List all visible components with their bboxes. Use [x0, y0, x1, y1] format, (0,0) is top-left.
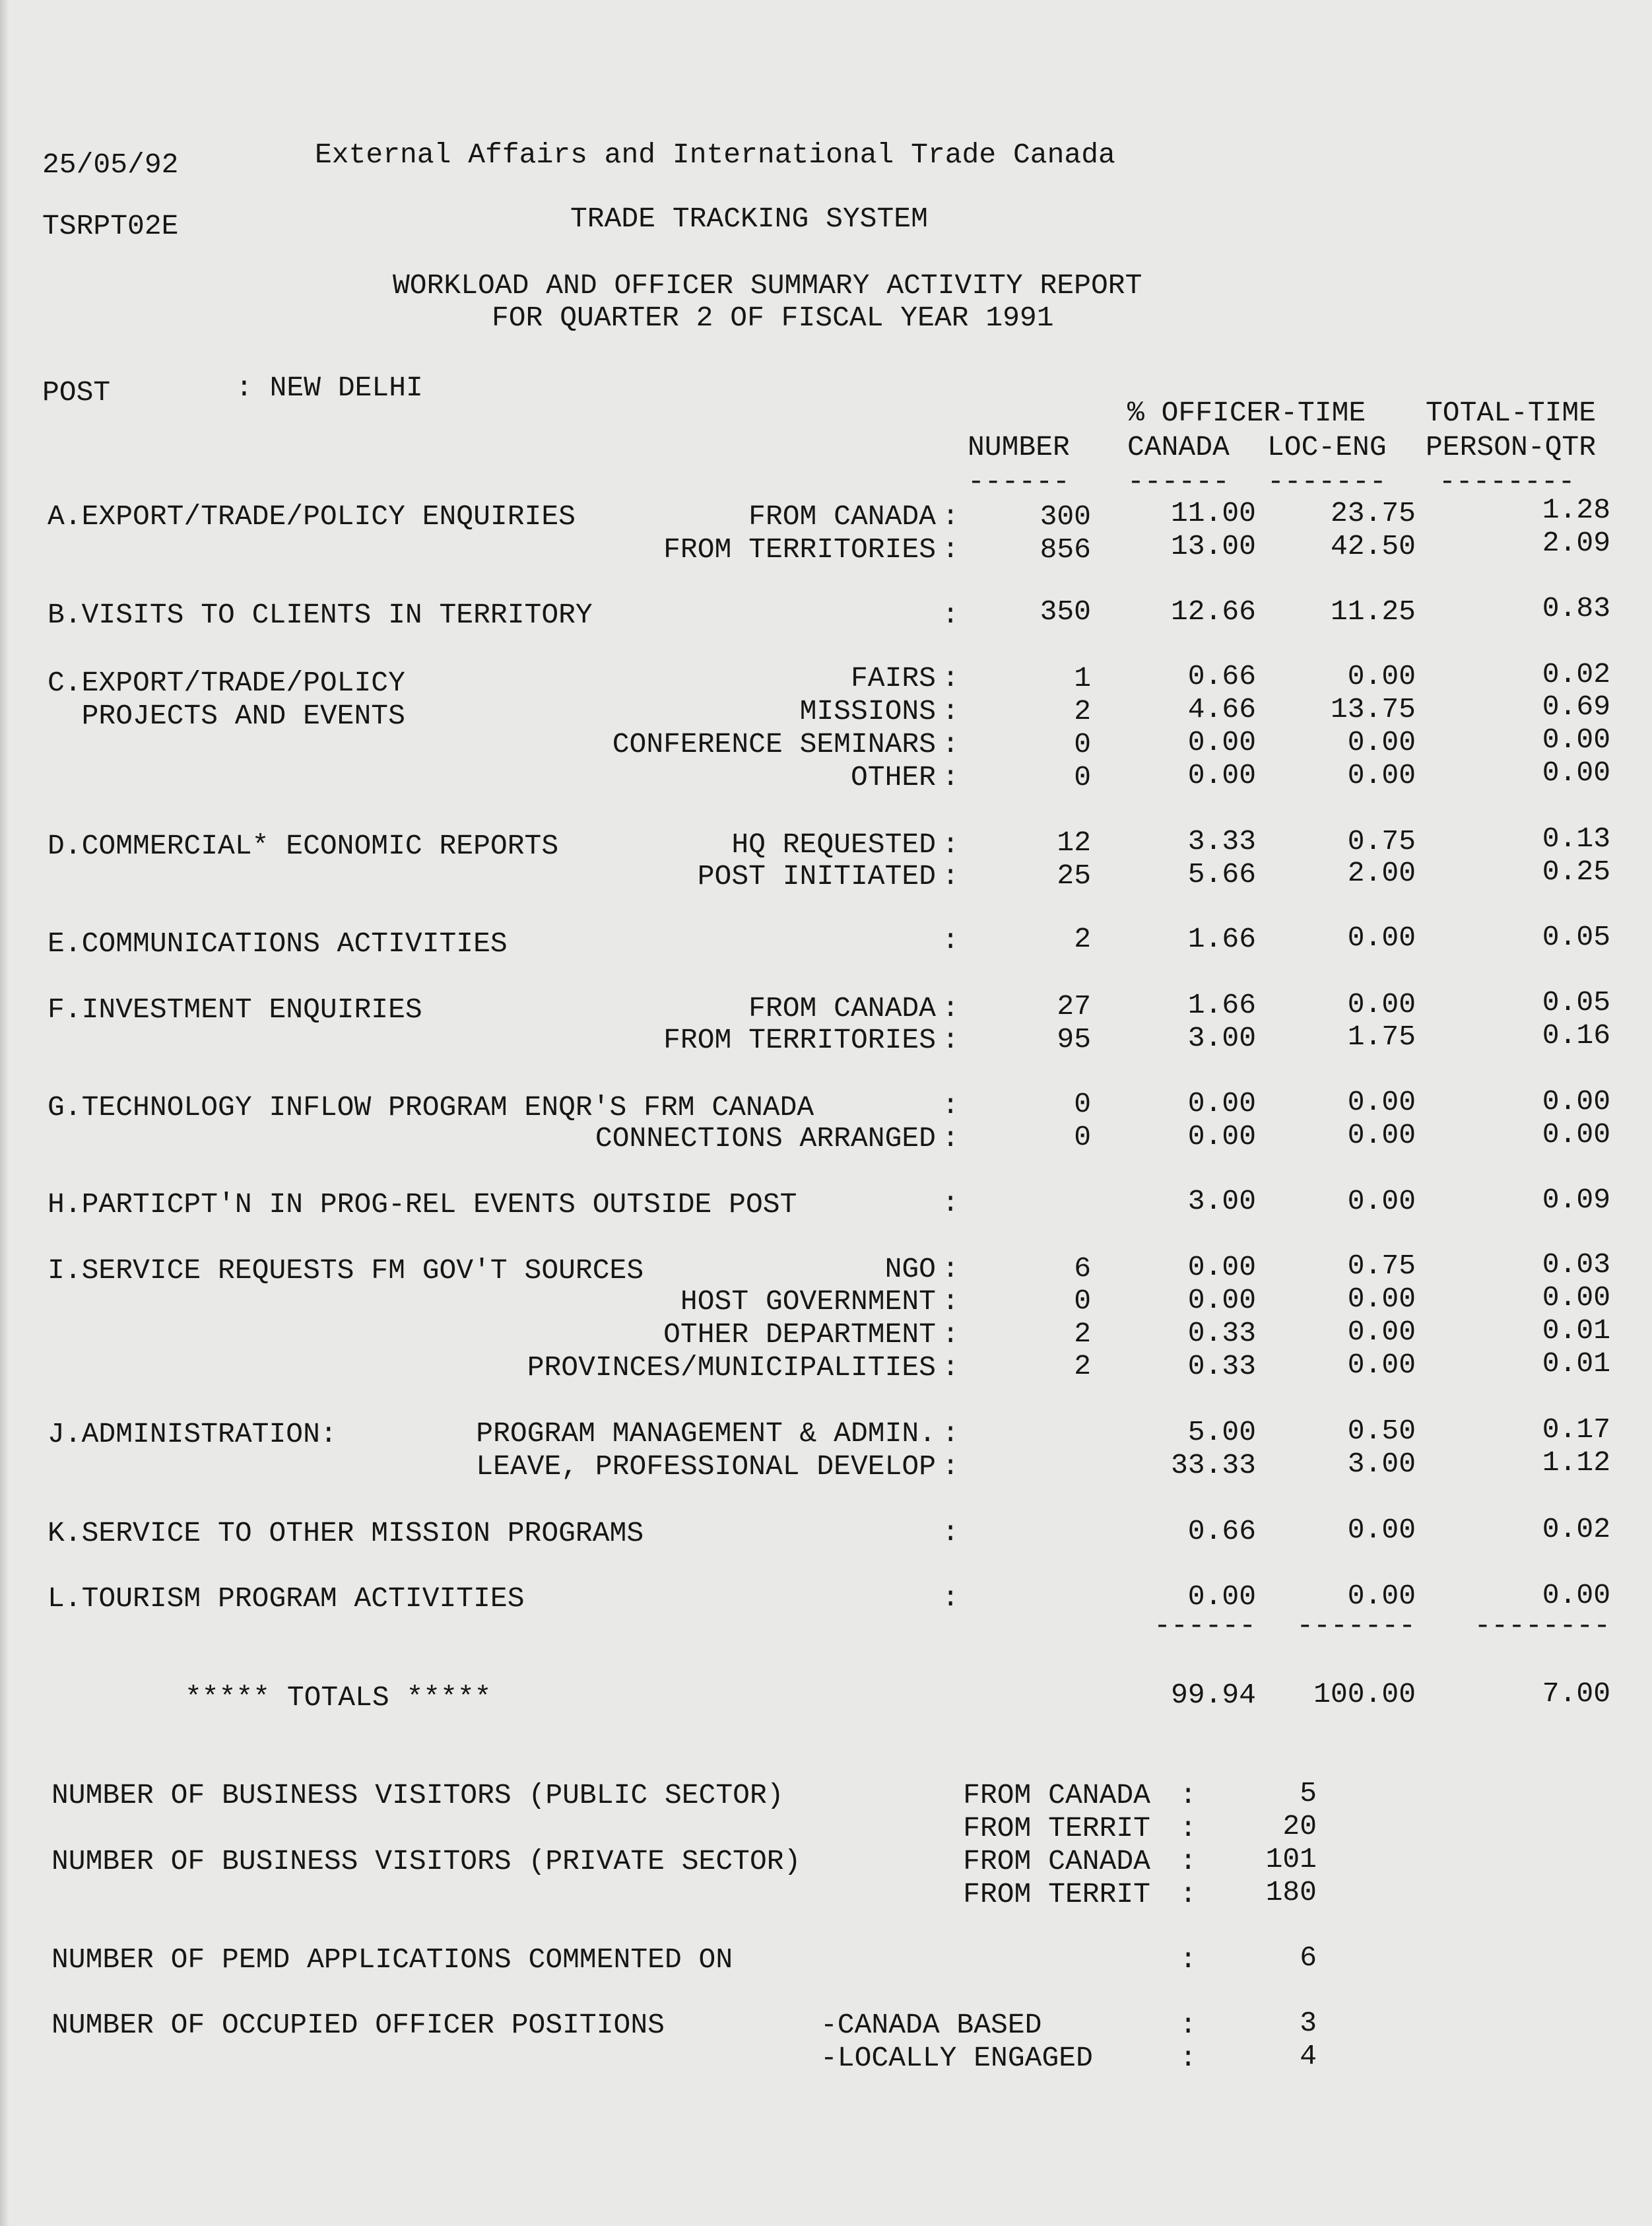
row-total: 0.69 [1542, 691, 1610, 723]
row-total: 0.13 [1542, 823, 1610, 855]
row-sublabel: FROM CANADA [748, 500, 936, 533]
row-loc-eng: 0.00 [1347, 1283, 1416, 1315]
row-number: 6 [1074, 1252, 1091, 1285]
row-number: 2 [1074, 695, 1091, 727]
row-colon: : [942, 924, 959, 957]
post-label: POST [42, 376, 111, 409]
row-label: F.INVESTMENT ENQUIRIES [48, 994, 422, 1026]
organization-name: External Affairs and International Trade Canada [315, 139, 1115, 171]
row-total: 0.05 [1542, 986, 1610, 1019]
visitors-colon: : [1179, 1779, 1197, 1811]
row-colon: : [942, 1450, 959, 1483]
row-loc-eng: 0.00 [1347, 660, 1416, 692]
row-loc-eng: 42.50 [1330, 530, 1416, 562]
totals-loc-eng: 100.00 [1313, 1678, 1416, 1710]
pemd-label: NUMBER OF PEMD APPLICATIONS COMMENTED ON [51, 1943, 733, 1976]
row-sublabel: OTHER DEPARTMENT [663, 1318, 936, 1351]
row-colon: : [942, 1351, 959, 1384]
row-colon: : [942, 695, 959, 727]
row-sublabel: FROM TERRITORIES [663, 1024, 936, 1056]
row-colon: : [942, 728, 959, 760]
report-date: 25/05/92 [42, 149, 179, 181]
row-number: 0 [1074, 728, 1091, 760]
row-canada: 11.00 [1170, 497, 1256, 529]
row-label: PROJECTS AND EVENTS [48, 700, 405, 732]
col-underline-loc-eng: ------- [1267, 465, 1387, 498]
row-canada: 13.00 [1170, 530, 1256, 562]
row-colon: : [942, 992, 959, 1025]
totals-label: ***** TOTALS ***** [185, 1681, 492, 1714]
row-label: B.VISITS TO CLIENTS IN TERRITORY [48, 599, 593, 631]
visitors-public-from-canada-label: FROM CANADA [963, 1779, 1150, 1811]
row-canada: 0.00 [1187, 1120, 1256, 1153]
report-subtitle: FOR QUARTER 2 OF FISCAL YEAR 1991 [492, 302, 1054, 334]
col-underline-number: ------ [968, 465, 1070, 498]
system-name: TRADE TRACKING SYSTEM [570, 203, 928, 235]
row-loc-eng: 3.00 [1347, 1448, 1416, 1480]
row-sublabel: OTHER [850, 761, 936, 793]
totals-underline-canada: ------ [1154, 1609, 1256, 1642]
row-loc-eng: 0.00 [1347, 1514, 1416, 1546]
row-colon: : [942, 662, 959, 694]
post-value: : NEW DELHI [236, 372, 423, 404]
row-total: 0.01 [1542, 1347, 1610, 1380]
row-loc-eng: 0.00 [1347, 1349, 1416, 1381]
row-colon: : [942, 533, 959, 566]
row-number: 12 [1057, 826, 1091, 859]
visitors-private-from-canada: 101 [1265, 1843, 1317, 1875]
row-sublabel: CONFERENCE SEMINARS [612, 728, 936, 760]
row-sublabel: HOST GOVERNMENT [680, 1285, 936, 1318]
row-colon: : [942, 860, 959, 893]
row-loc-eng: 0.75 [1347, 1250, 1416, 1282]
row-number: 2 [1074, 923, 1091, 955]
row-canada: 12.66 [1170, 595, 1256, 628]
row-loc-eng: 0.00 [1347, 1086, 1416, 1118]
row-canada: 3.00 [1187, 1185, 1256, 1217]
row-total: 0.00 [1542, 724, 1610, 756]
row-colon: : [942, 500, 959, 533]
row-total: 0.09 [1542, 1184, 1610, 1216]
row-canada: 0.00 [1187, 1284, 1256, 1316]
row-canada: 1.66 [1187, 923, 1256, 955]
row-loc-eng: 0.00 [1347, 1580, 1416, 1612]
row-number: 1 [1074, 662, 1091, 694]
visitors-colon: : [1179, 1812, 1197, 1844]
row-number: 0 [1074, 761, 1091, 793]
row-loc-eng: 1.75 [1347, 1021, 1416, 1053]
row-colon: : [942, 1253, 959, 1285]
row-total: 0.02 [1542, 658, 1610, 691]
row-sublabel: FROM CANADA [748, 992, 936, 1025]
totals-total: 7.00 [1542, 1677, 1610, 1710]
row-canada: 0.00 [1187, 759, 1256, 792]
row-number: 300 [1040, 500, 1091, 533]
row-number: 25 [1057, 860, 1091, 892]
row-total: 0.00 [1542, 1085, 1610, 1118]
row-total: 0.02 [1542, 1513, 1610, 1545]
visitors-colon: : [1179, 1845, 1197, 1877]
visitors-private-from-canada-label: FROM CANADA [963, 1845, 1150, 1877]
row-canada: 0.00 [1187, 1087, 1256, 1120]
row-total: 2.09 [1542, 527, 1610, 559]
row-colon: : [942, 828, 959, 861]
row-canada: 0.00 [1187, 1580, 1256, 1613]
row-loc-eng: 0.00 [1347, 759, 1416, 792]
row-canada: 3.00 [1187, 1022, 1256, 1054]
row-label: A.EXPORT/TRADE/POLICY ENQUIRIES [48, 500, 576, 533]
row-total: 0.00 [1542, 1579, 1610, 1611]
visitors-colon: : [1179, 1878, 1197, 1910]
row-total: 1.28 [1542, 494, 1610, 526]
pemd-value: 6 [1300, 1941, 1317, 1974]
row-colon: : [942, 1417, 959, 1450]
row-loc-eng: 0.00 [1347, 726, 1416, 759]
row-label: J.ADMINISTRATION: [48, 1418, 337, 1450]
positions-local-value: 4 [1300, 2040, 1317, 2072]
row-loc-eng: 13.75 [1330, 693, 1416, 725]
row-sublabel: PROGRAM MANAGEMENT & ADMIN. [476, 1417, 936, 1450]
row-sublabel: POST INITIATED [697, 860, 936, 893]
row-total: 0.83 [1542, 592, 1610, 624]
row-colon: : [942, 1187, 959, 1219]
row-total: 1.12 [1542, 1446, 1610, 1479]
positions-canada-value: 3 [1300, 2007, 1317, 2039]
visitors-public-from-territ-label: FROM TERRIT [963, 1812, 1150, 1844]
row-canada: 0.66 [1187, 1515, 1256, 1547]
row-number: 0 [1074, 1088, 1091, 1120]
row-colon: : [942, 1318, 959, 1351]
row-total: 0.00 [1542, 757, 1610, 789]
row-colon: : [942, 1089, 959, 1122]
row-number: 0 [1074, 1285, 1091, 1317]
row-colon: : [942, 1516, 959, 1549]
row-sublabel: FROM TERRITORIES [663, 533, 936, 566]
row-loc-eng: 2.00 [1347, 857, 1416, 889]
row-loc-eng: 0.75 [1347, 825, 1416, 858]
row-colon: : [942, 1024, 959, 1056]
col-header-person-qtr: PERSON-QTR [1426, 431, 1597, 463]
row-number: 0 [1074, 1121, 1091, 1153]
row-canada: 0.00 [1187, 726, 1256, 759]
row-canada: 5.00 [1187, 1416, 1256, 1448]
row-canada: 33.33 [1170, 1449, 1256, 1481]
row-number: 2 [1074, 1350, 1091, 1382]
row-loc-eng: 11.25 [1330, 595, 1416, 628]
row-total: 0.00 [1542, 1281, 1610, 1314]
row-colon: : [942, 1285, 959, 1318]
row-total: 0.03 [1542, 1248, 1610, 1281]
row-label: H.PARTICPT'N IN PROG-REL EVENTS OUTSIDE POST [48, 1188, 797, 1221]
row-loc-eng: 0.50 [1347, 1415, 1416, 1447]
col-header-pct-officer-time: % OFFICER-TIME [1127, 397, 1366, 429]
row-sublabel: NGO [884, 1253, 936, 1285]
row-number: 27 [1057, 990, 1091, 1023]
visitors-private-label: NUMBER OF BUSINESS VISITORS (PRIVATE SECTOR) [51, 1845, 801, 1877]
row-sublabel: FAIRS [850, 662, 936, 694]
row-canada: 4.66 [1187, 693, 1256, 725]
row-sublabel: LEAVE, PROFESSIONAL DEVELOP [476, 1450, 936, 1483]
row-total: 0.01 [1542, 1314, 1610, 1347]
report-title: WORKLOAD AND OFFICER SUMMARY ACTIVITY REPORT [393, 269, 1142, 302]
row-label: I.SERVICE REQUESTS FM GOV'T SOURCES [48, 1254, 644, 1287]
positions-colon: : [1179, 2042, 1197, 2074]
pemd-colon: : [1179, 1943, 1197, 1976]
totals-underline-total: -------- [1474, 1609, 1610, 1642]
row-canada: 3.33 [1187, 825, 1256, 858]
row-loc-eng: 23.75 [1330, 497, 1416, 529]
row-colon: : [942, 1122, 959, 1155]
row-sublabel: HQ REQUESTED [731, 828, 936, 861]
col-header-loc-eng: LOC-ENG [1267, 431, 1387, 463]
row-sublabel: PROVINCES/MUNICIPALITIES [527, 1351, 936, 1384]
row-sublabel: MISSIONS [799, 695, 936, 727]
row-canada: 1.66 [1187, 989, 1256, 1021]
row-canada: 5.66 [1187, 858, 1256, 891]
row-label: C.EXPORT/TRADE/POLICY [48, 667, 405, 699]
row-colon: : [942, 599, 959, 631]
row-canada: 0.66 [1187, 660, 1256, 692]
report-id: TSRPT02E [42, 210, 179, 242]
visitors-public-from-territ: 20 [1282, 1810, 1317, 1842]
row-label: G.TECHNOLOGY INFLOW PROGRAM ENQR'S FRM CANADA [48, 1091, 814, 1124]
row-total: 0.05 [1542, 921, 1610, 953]
col-header-canada: CANADA [1127, 431, 1230, 463]
row-total: 0.00 [1542, 1118, 1610, 1151]
row-canada: 0.33 [1187, 1317, 1256, 1349]
row-total: 0.16 [1542, 1019, 1610, 1052]
row-number: 95 [1057, 1023, 1091, 1056]
totals-underline-loc-eng: ------- [1296, 1609, 1416, 1642]
row-canada: 0.33 [1187, 1350, 1256, 1382]
row-number: 856 [1040, 533, 1091, 566]
col-header-number: NUMBER [968, 431, 1070, 463]
row-label: K.SERVICE TO OTHER MISSION PROGRAMS [48, 1517, 644, 1549]
row-colon: : [942, 1582, 959, 1614]
col-header-total-time: TOTAL-TIME [1426, 397, 1597, 429]
row-loc-eng: 0.00 [1347, 988, 1416, 1021]
positions-colon: : [1179, 2009, 1197, 2041]
positions-label: NUMBER OF OCCUPIED OFFICER POSITIONS [51, 2009, 665, 2041]
col-underline-canada: ------ [1127, 465, 1230, 498]
row-sublabel: CONNECTIONS ARRANGED [595, 1122, 936, 1155]
row-loc-eng: 0.00 [1347, 1316, 1416, 1348]
positions-canada-label: -CANADA BASED [820, 2009, 1042, 2041]
col-underline-person-qtr: -------- [1439, 465, 1575, 498]
row-total: 0.17 [1542, 1413, 1610, 1446]
visitors-private-from-territ-label: FROM TERRIT [963, 1878, 1150, 1910]
row-label: D.COMMERCIAL* ECONOMIC REPORTS [48, 830, 559, 862]
visitors-public-label: NUMBER OF BUSINESS VISITORS (PUBLIC SECTOR) [51, 1779, 784, 1811]
row-label: L.TOURISM PROGRAM ACTIVITIES [48, 1582, 525, 1615]
row-loc-eng: 0.00 [1347, 922, 1416, 954]
row-loc-eng: 0.00 [1347, 1185, 1416, 1217]
row-loc-eng: 0.00 [1347, 1119, 1416, 1151]
scan-edge-shadow [0, 0, 9, 2226]
visitors-public-from-canada: 5 [1300, 1777, 1317, 1809]
row-number: 350 [1040, 595, 1091, 628]
row-label: E.COMMUNICATIONS ACTIVITIES [48, 928, 508, 960]
row-canada: 0.00 [1187, 1251, 1256, 1283]
row-total: 0.25 [1542, 856, 1610, 888]
positions-local-label: -LOCALLY ENGAGED [820, 2042, 1093, 2074]
row-number: 2 [1074, 1318, 1091, 1350]
totals-canada: 99.94 [1170, 1679, 1256, 1711]
visitors-private-from-territ: 180 [1265, 1876, 1317, 1908]
row-colon: : [942, 761, 959, 793]
